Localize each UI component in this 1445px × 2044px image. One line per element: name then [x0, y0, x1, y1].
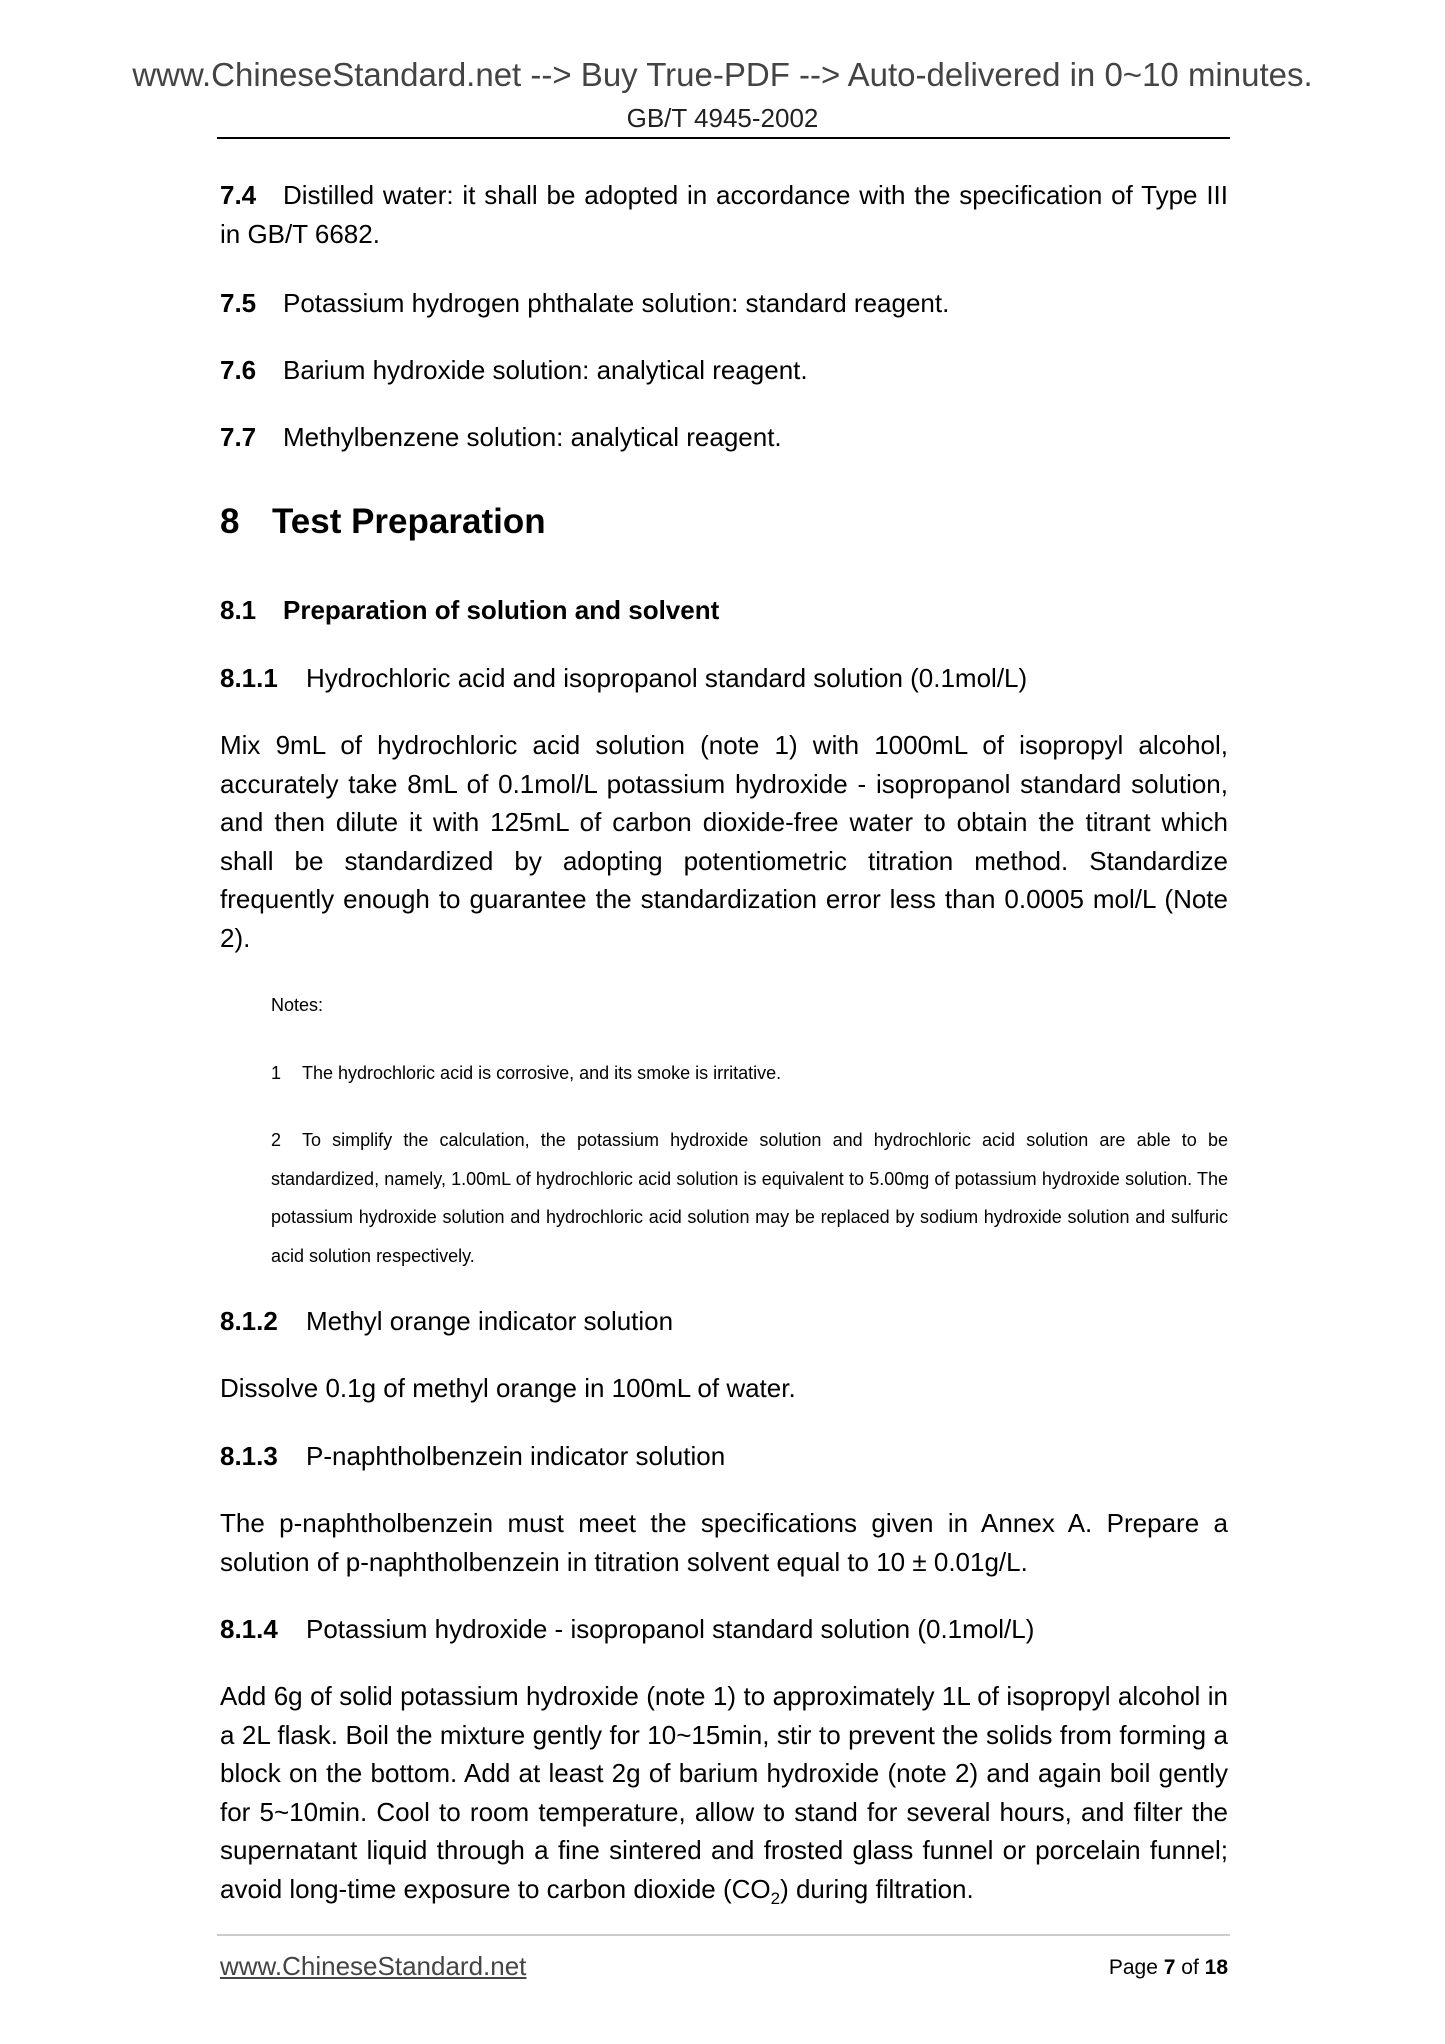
- section-title: P-naphtholbenzein indicator solution: [306, 1441, 726, 1471]
- page-of: of: [1181, 1956, 1199, 1979]
- section-number: 8.1: [220, 595, 257, 625]
- section-title: Preparation of solution and solvent: [283, 595, 720, 625]
- section-number: 8.1.2: [220, 1306, 278, 1336]
- note-text: To simplify the calculation, the potassium hydroxide solution and hydrochloric acid solution are able to be standardized, namely, 1.00mL of hydrochloric acid solution is equivalent to 5.00mg of potassium hydroxide solution. The potassium hydroxide solution and hydrochloric acid solution may be replaced by sodium hydroxide solution and sulfuric acid solution respectively.: [271, 1130, 1228, 1266]
- note-2: [271, 1121, 1228, 1275]
- page-total: 18: [1204, 1956, 1228, 1979]
- paragraph-8-1-2: Dissolve 0.1g of methyl orange in 100mL of water.: [220, 1373, 796, 1403]
- section-number: 7.5: [220, 288, 257, 318]
- footer-divider: [217, 1934, 1230, 1936]
- section-number: 8.1.1: [220, 663, 278, 693]
- page-current: 7: [1163, 1956, 1176, 1979]
- section-text: Barium hydroxide solution: analytical reagent.: [283, 355, 808, 385]
- subscript-2: 2: [770, 1888, 781, 1908]
- paragraph-8-1-4: [220, 1677, 1228, 1918]
- section-number: 7.6: [220, 355, 257, 385]
- section-7-6: [220, 351, 1228, 389]
- section-title: Hydrochloric acid and isopropanol standard solution (0.1mol/L): [306, 663, 1028, 693]
- heading-section-8-1-3: [220, 1437, 1228, 1475]
- heading-section-8-1-2: [220, 1302, 1228, 1340]
- section-number: 7.7: [220, 422, 257, 452]
- note-text: The hydrochloric acid is corrosive, and its smoke is irritative.: [302, 1063, 782, 1083]
- heading-section-8-1-1: [220, 659, 1228, 697]
- paragraph-8-1-1: Mix 9mL of hydrochloric acid solution (note 1) with 1000mL of isopropyl alcohol, accurately take 8mL of 0.1mol/L potassium hydroxide - isopropanol standard solution, and then dilute it with 125mL of carbon dioxide-free water to obtain the titrant which shall be standardized by adopting potentiometric titration method. Standardize frequently enough to guarantee the standardization error less than 0.0005 mol/L (Note 2).: [220, 730, 1228, 953]
- note-number: 1: [271, 1063, 282, 1083]
- heading-section-8-1: [220, 591, 1228, 629]
- section-number: 7.4: [220, 180, 257, 210]
- paragraph-text-end: ) during filtration.: [780, 1873, 974, 1904]
- section-title: Methyl orange indicator solution: [306, 1306, 674, 1336]
- section-title: Potassium hydroxide - isopropanol standard solution (0.1mol/L): [306, 1614, 1035, 1644]
- standard-code: GB/T 4945-2002: [626, 103, 819, 133]
- section-number: 8.1.4: [220, 1614, 278, 1644]
- paragraph-8-1-3: The p-naphtholbenzein must meet the specifications given in Annex A. Prepare a solution of p-naphtholbenzein in titration solvent equal to 10 ± 0.01g/L.: [220, 1508, 1228, 1577]
- section-7-7: [220, 418, 1228, 456]
- footer-site-link[interactable]: www.ChineseStandard.net: [220, 1951, 527, 1981]
- heading-section-8-1-4: [220, 1610, 1228, 1648]
- note-number: 2: [271, 1130, 282, 1150]
- page-label: Page: [1108, 1956, 1158, 1979]
- page-number: [1109, 1956, 1228, 1980]
- section-text: Methylbenzene solution: analytical reagent.: [283, 422, 782, 452]
- heading-section-8: [220, 502, 546, 542]
- section-text: Distilled water: it shall be adopted in accordance with the specification of Type III in GB/T 6682.: [220, 180, 1228, 249]
- notes-label: Notes:: [271, 995, 324, 1015]
- header-divider: [217, 137, 1230, 139]
- header-banner[interactable]: www.ChineseStandard.net --> Buy True-PDF --> Auto-delivered in 0~10 minutes.: [132, 56, 1313, 93]
- heading-number: 8: [220, 502, 240, 541]
- heading-title: Test Preparation: [272, 502, 546, 541]
- paragraph-text: Add 6g of solid potassium hydroxide (note 1) to approximately 1L of isopropyl alcohol in a 2L flask. Boil the mixture gently for 10~15min, stir to prevent the solids from forming a block on the bottom. Add at least 2g of barium hydroxide (note 2) and again boil gently for 5~10min. Cool to room temperature, allow to stand for several hours, and filter the supernatant liquid through a fine sintered and frosted glass funnel or porcelain funnel; avoid long-time exposure to carbon dioxide (CO: [220, 1681, 1228, 1904]
- note-1: [271, 1054, 1228, 1093]
- section-7-4: [220, 176, 1228, 253]
- section-text: Potassium hydrogen phthalate solution: standard reagent.: [283, 288, 950, 318]
- section-7-5: [220, 284, 1228, 322]
- section-number: 8.1.3: [220, 1441, 278, 1471]
